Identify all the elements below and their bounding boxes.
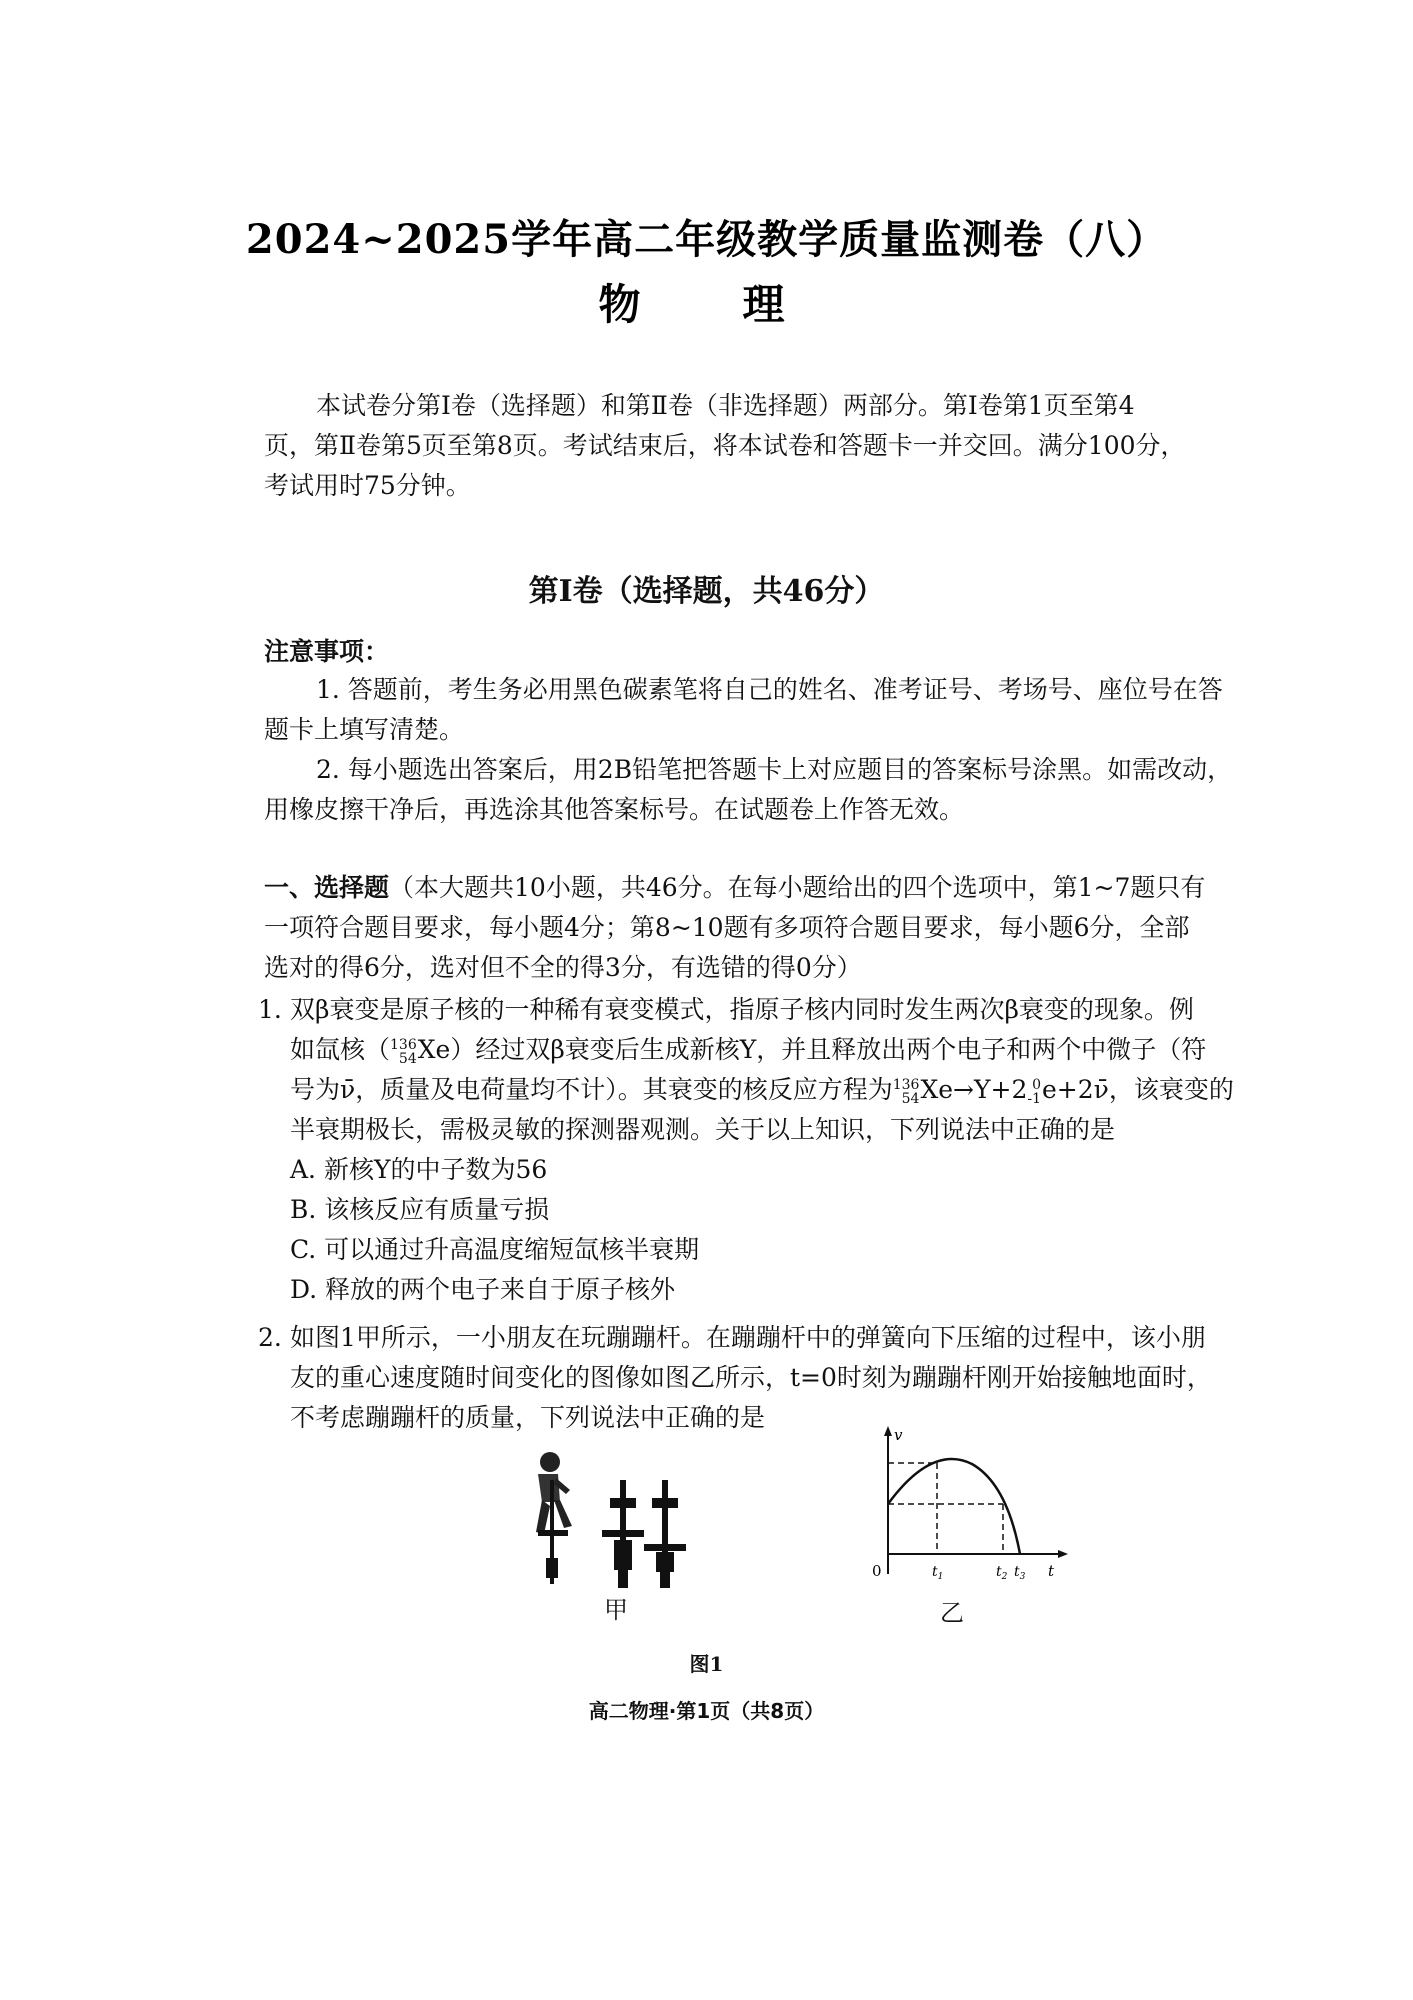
part1-instructions [264,868,1336,988]
pogo-stick-compressed [644,1480,686,1588]
xe-nuclide: 136 54 [390,1036,417,1067]
intro-paragraph [264,386,1334,506]
intro-line: 本试卷分第Ⅰ卷（选择题）和第Ⅱ卷（非选择题）两部分。第Ⅰ卷第1页至第4 [316,391,1135,420]
question-text: 如氙核（ 136 54 Xe）经过双β衰变后生成新核Y，并且释放出两个电子和两个中微子（符 [290,1035,1207,1067]
option-a: A. 新核Y的中子数为56 [290,1155,548,1184]
pogo-stick-uncompressed [602,1480,644,1588]
t3-label: $t_3$ [1014,1564,1026,1582]
subject-title: 物 理 [598,280,815,329]
question-text: 如图1甲所示，一小朋友在玩蹦蹦杆。在蹦蹦杆中的弹簧向下压缩的过程中，该小朋 [290,1323,1206,1352]
figure-jia-label: 甲 [604,1596,628,1624]
figure-caption: 图1 [689,1652,724,1676]
exam-title: 2024~2025学年高二年级教学质量监测卷（八） [245,216,1168,263]
antineutrino-symbol: ν̄ [1093,1075,1109,1104]
option-c: C. 可以通过升高温度缩短氙核半衰期 [290,1235,700,1264]
child-leg [554,1500,572,1528]
notice-line: 1. 答题前，考生务必用黑色碳素笔将自己的姓名、准考证号、考场号、座位号在答 [316,675,1223,704]
antineutrino-symbol: ν̄ [340,1075,356,1104]
pogo-stick-illustration [520,1440,750,1590]
section-heading: 第Ⅰ卷（选择题，共46分） [528,574,885,609]
notice-line: 用橡皮擦干净后，再选涂其他答案标号。在试题卷上作答无效。 [264,795,965,824]
electron-nuclide: 0 -1 [1027,1076,1042,1107]
part1-desc: 一项符合题目要求，每小题4分；第8~10题有多项符合题目要求，每小题6分，全部 [264,913,1190,942]
t2-label: $t_2$ [996,1564,1008,1582]
notice-line: 2. 每小题选出答案后，用2B铅笔把答题卡上对应题目的答案标号涂黑。如需改动， [316,755,1233,784]
pogo-spring [546,1558,558,1578]
t-axis-arrow [1058,1550,1068,1558]
notice-list [264,670,1334,830]
figure-yi-label: 乙 [940,1599,964,1627]
question-text: 半衰期极长，需极灵敏的探测器观测。关于以上知识，下列说法中正确的是 [290,1115,1116,1144]
part1-desc: 选对的得6分，选对但不全的得3分，有选错的得0分） [264,953,862,982]
part1-label: 一、选择题 [264,873,390,902]
page-footer: 高二物理·第1页（共8页） [588,1699,825,1723]
origin-label: 0 [872,1562,882,1580]
child-leg [536,1500,550,1534]
velocity-time-graph [862,1424,1072,1594]
child-body [538,1474,560,1502]
question-2 [258,1318,1338,1438]
part1-desc: （本大题共10小题，共46分。在每小题给出的四个选项中，第1~7题只有 [389,873,1206,902]
intro-line: 考试用时75分钟。 [264,471,471,500]
question-text: 友的重心速度随时间变化的图像如图乙所示，t=0时刻为蹦蹦杆刚开始接触地面时， [290,1363,1212,1392]
t-axis-label: t [1048,1562,1055,1580]
question-text: 号为ν̄，质量及电荷量均不计）。其衰变的核反应方程为 136 54 Xe→Y+2 0 -1 e+2ν̄，该衰变的 [290,1075,1234,1107]
pogo-footrest [538,1530,568,1536]
question-number: 2. [258,1323,282,1352]
t1-label: $t_1$ [932,1564,944,1582]
intro-line: 页，第Ⅱ卷第5页至第8页。考试结束后，将本试卷和答题卡一并交回。满分100分， [264,431,1186,460]
question-text: 不考虑蹦蹦杆的质量，下列说法中正确的是 [290,1403,766,1432]
question-1 [258,990,1338,1310]
option-d: D. 释放的两个电子来自于原子核外 [290,1275,676,1304]
option-b: B. 该核反应有质量亏损 [290,1195,550,1224]
notice-line: 题卡上填写清楚。 [264,715,465,744]
v-axis-arrow [884,1426,892,1436]
question-text: 双β衰变是原子核的一种稀有衰变模式，指原子核内同时发生两次β衰变的现象。例 [290,995,1194,1024]
velocity-curve [888,1459,1020,1554]
question-number: 1. [258,995,282,1024]
notice-heading: 注意事项： [264,637,390,666]
child-head [540,1452,560,1472]
xe-nuclide: 136 54 [892,1076,920,1107]
v-axis-label: v [894,1426,903,1444]
